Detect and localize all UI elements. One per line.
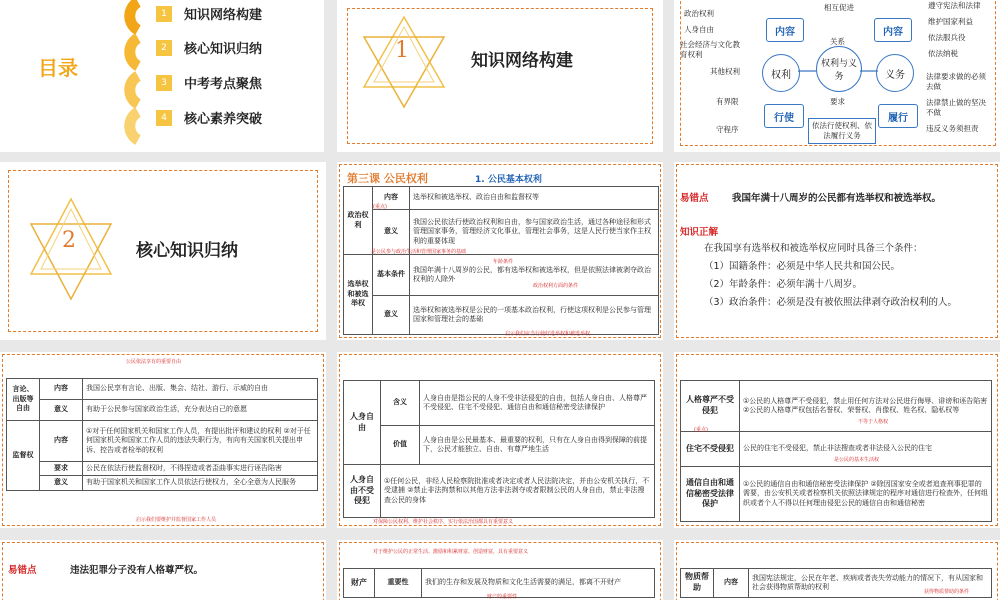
fulfill-item: 法律禁止做的坚决不做 — [926, 98, 986, 117]
error-tag: 易错点 — [680, 193, 709, 204]
slide-toc[interactable] — [0, 0, 324, 152]
group-cell: 选举权和被选举权 — [344, 255, 373, 335]
slide-section-2[interactable] — [0, 162, 326, 340]
value-cell: 有助于公民参与国家政治生活，充分表达自己的意愿 — [83, 400, 318, 421]
slide-speech-supervision[interactable] — [0, 352, 326, 528]
table-row — [344, 426, 655, 465]
toc-item-4[interactable] — [156, 108, 262, 127]
key-cell: 基本条件 — [373, 255, 410, 296]
value-cell: 我们的生存和发展及物质和文化生活需要的满足，都离不开财产 — [422, 569, 655, 598]
annotation-note: 不等于人格权 — [858, 419, 889, 425]
slide-section-1[interactable] — [337, 0, 663, 152]
key-cell: 含义 — [381, 381, 420, 426]
section-title: 知识网络构建 — [471, 51, 573, 71]
section-heading: 1. 公民基本权利 — [475, 175, 542, 185]
table-row — [344, 187, 659, 210]
value-cell: 选举权和被选举权、政治自由和监督权等 — [410, 187, 659, 210]
key-cell: 内容 — [40, 421, 83, 462]
table-row — [7, 476, 318, 490]
analysis-line: （3）政治条件：必须是没有被依照法律剥夺政治权利的人。 — [704, 297, 958, 308]
toc-num: 1 — [156, 6, 172, 22]
section-number: 2 — [62, 228, 76, 253]
slide-personal-freedom[interactable] — [337, 352, 663, 528]
slide-material-assistance[interactable] — [674, 540, 1000, 600]
center-circle: 权利与义务 — [816, 46, 862, 92]
error-statement: 我国年满十八周岁的公民都有选举权和被选举权。 — [732, 193, 942, 204]
link-lines-icon — [798, 66, 878, 76]
section-number: 1 — [395, 38, 409, 63]
content-left-box: 内容 — [766, 18, 804, 42]
value-cell: 我国年满十八周岁的公民，都有选举权和被选举权，但是依照法律被剥夺政治权利的人除外 — [410, 255, 659, 296]
fulfill-item: 违反义务须担责 — [926, 124, 979, 133]
fulfill-box: 履行 — [878, 104, 918, 128]
fulfill-item: 法律要求做的必须去做 — [926, 72, 986, 91]
limit-item: 守程序 — [716, 125, 739, 134]
group-cell: 人身自由 — [344, 381, 381, 465]
annotation-note: 政治权利方面的条件 — [533, 283, 579, 289]
toc-item-2[interactable] — [156, 38, 262, 57]
left-item: 人身自由 — [684, 25, 714, 34]
table-row — [681, 467, 992, 522]
annotation-note: 公民依法享有的重要自由 — [126, 359, 182, 365]
toc-item-1[interactable] — [156, 4, 262, 23]
analysis-line: 在我国享有选举权和被选举权应同时具备三个条件： — [704, 243, 923, 254]
table-row — [7, 379, 318, 400]
toc-label: 中考考点聚焦 — [184, 77, 263, 92]
table-row — [681, 381, 992, 432]
right-item: 遵守宪法和法律 — [928, 1, 981, 10]
annotation-note: 是公民的基本生活权 — [834, 457, 880, 463]
group-cell: 政治权利 — [344, 187, 373, 255]
left-item: 社会经济与文化教育权利 — [680, 40, 740, 59]
group-cell: 人身自由不受侵犯 — [344, 465, 381, 518]
toc-title: 目录 — [38, 56, 78, 80]
toc-num: 3 — [156, 75, 172, 91]
group-cell: 监督权 — [7, 421, 40, 491]
analysis-tag: 知识正解 — [680, 227, 719, 238]
value-cell: 我国公民依法行使政治权利和自由，参与国家政治生活，通过各种途径和形式管理国家事务，管理经济文化事业，管理社会事务，这是人民行使当家作主权利的重要体现 — [410, 210, 659, 255]
require-label: 要求 — [830, 97, 845, 106]
key-cell: 意义 — [40, 476, 83, 490]
annotation-note: 获得物质帮助的条件 — [924, 589, 970, 595]
analysis-line: （1）国籍条件：必须是中华人民共和国公民。 — [704, 261, 901, 272]
slide-dignity-residence[interactable] — [674, 352, 1000, 528]
key-cell: 意义 — [373, 296, 410, 335]
lesson-title: 第三课 公民权利 — [347, 172, 428, 185]
analysis-line: （2）年龄条件：必须年满十八周岁。 — [704, 279, 863, 290]
annotation-note: 财产的重要性 — [487, 594, 518, 600]
left-item: 政治权利 — [684, 9, 714, 18]
key-tag: (重点) — [373, 204, 387, 210]
value-cell: 选举权和被选举权是公民的一项基本政治权利，行使这项权利是公民参与管理国家和管理社会的基础 — [410, 296, 659, 335]
value-cell: ①公民的人格尊严不受侵犯，禁止用任何方法对公民进行侮辱、诽谤和诬告陷害 ②公民的人格尊严权包括名誉权、荣誉权、肖像权、姓名权、隐私权等 — [740, 381, 992, 432]
value-cell: ①公民的通信自由和通信秘密受法律保护 ②除因国家安全或者追查刑事犯罪的需要，由公安机关或者检察机关依照法律规定的程序对通信进行检查外，任何组织或者个人不得以任何理由侵犯公民的通信自由和通信秘密 — [740, 467, 992, 522]
decorative-arcs — [98, 0, 150, 148]
content-right-box: 内容 — [874, 18, 912, 42]
limit-item: 有界限 — [716, 97, 739, 106]
table-row — [7, 462, 318, 476]
annotation-note: 启示我们应当行使好选举权和被选举权 — [505, 331, 591, 337]
right-item: 维护国家利益 — [928, 17, 973, 26]
key-tag: (重点) — [694, 427, 708, 433]
slide-error-point-2[interactable] — [0, 540, 326, 600]
error-statement: 违法犯罪分子没有人格尊严权。 — [70, 565, 204, 576]
left-item: 其他权利 — [710, 67, 740, 76]
group-cell: 财产 — [344, 569, 375, 598]
dignity-table — [680, 380, 992, 522]
toc-item-3[interactable] — [156, 73, 262, 92]
value-cell: 公民在依法行使监督权时，不得捏造或者歪曲事实进行诬告陷害 — [83, 462, 318, 476]
table-row — [344, 296, 659, 335]
toc-label: 核心素养突破 — [184, 112, 263, 127]
annotation-note: 启示我们要维护并监督国家工作人员 — [136, 517, 217, 523]
table-row — [7, 400, 318, 421]
right-item: 依法纳税 — [928, 49, 958, 58]
section-title: 核心知识归纳 — [136, 241, 238, 261]
key-cell: 通信自由和通信秘密受法律保护 — [681, 467, 740, 522]
group-cell: 物质帮助 — [681, 569, 714, 598]
freedom-table — [343, 380, 655, 518]
supervision-table — [6, 378, 318, 491]
group-cell: 言论、出版等自由 — [7, 379, 40, 421]
arc-shape-icon — [98, 0, 150, 148]
value-cell: ①对于任何国家机关和国家工作人员，有提出批评和建议的权利 ②对于任何国家机关和国家工作人员的违法失职行为，有向有关国家机关提出申诉、控告或者检举的权利 — [83, 421, 318, 462]
value-cell: 有助于国家机关和国家工作人员依法行使权力，全心全意为人民服务 — [83, 476, 318, 490]
table-row — [344, 465, 655, 518]
bottom-center-box: 依法行使权利、依法履行义务 — [808, 118, 876, 144]
slide-error-point-1[interactable] — [674, 162, 1000, 340]
annotation-note: 对于维护公民的正常生活、激励和积累财富、创造财富，具有重要意义 — [373, 549, 529, 555]
error-tag: 易错点 — [8, 565, 37, 576]
annotation-note: 是公民参与政治生活和管理国家事务的基础 — [371, 249, 467, 255]
duties-circle: 义务 — [876, 54, 914, 92]
key-cell: 内容 — [40, 379, 83, 400]
key-cell: 意义 — [40, 400, 83, 421]
annotation-note: 年龄条件 — [493, 259, 514, 265]
slide-knowledge-map[interactable] — [674, 0, 1000, 152]
key-cell: 要求 — [40, 462, 83, 476]
value-cell: 人身自由是指公民的人身不受非法侵犯的自由，包括人身自由、人格尊严不受侵犯、住宅不受侵犯、通信自由和通信秘密受法律保护 — [420, 381, 655, 426]
toc-num: 2 — [156, 40, 172, 56]
value-cell: 我国宪法规定，公民在年老、疾病或者丧失劳动能力的情况下，有从国家和社会获得物质帮助的权利 — [749, 569, 992, 598]
slide-political-rights[interactable] — [337, 162, 663, 340]
key-cell: 意义 — [373, 210, 410, 255]
rights-circle: 权利 — [762, 54, 800, 92]
key-cell: 价值 — [381, 426, 420, 465]
value-cell: ①任何公民，非经人民检察院批准或者决定或者人民法院决定，并由公安机关执行，不受逮捕 ②禁止非法拘禁和以其他方法非法剥夺或者限制公民的人身自由，禁止非法搜查公民的身体 — [381, 465, 655, 518]
value-cell: 人身自由是公民最基本、最重要的权利，只有在人身自由得到保障的前提下，公民才能独立、自由、有尊严地生活 — [420, 426, 655, 465]
key-cell: 内容 — [714, 569, 749, 598]
key-cell: 重要性 — [375, 569, 422, 598]
relation-label: 关系 — [830, 37, 845, 46]
right-item: 依法服兵役 — [928, 33, 966, 42]
toc-label: 核心知识归纳 — [184, 42, 263, 57]
annotation-note: 对保障公民权利、维护社会秩序、实行依法治国都具有重要意义 — [373, 519, 514, 525]
key-cell: 人格尊严不受侵犯 — [681, 381, 740, 432]
value-cell: 公民的住宅不受侵犯，禁止非法搜查或者非法侵入公民的住宅 — [740, 432, 992, 467]
value-cell: 我国公民享有言论、出版、集会、结社、游行、示威的自由 — [83, 379, 318, 400]
toc-num: 4 — [156, 110, 172, 126]
key-cell: 内容 — [373, 187, 410, 210]
mutual-label: 相互促进 — [824, 3, 854, 12]
table-row — [344, 381, 655, 426]
exercise-box: 行使 — [764, 104, 804, 128]
key-cell: 住宅不受侵犯 — [681, 432, 740, 467]
slide-property[interactable] — [337, 540, 663, 600]
toc-label: 知识网络构建 — [184, 8, 263, 23]
table-row — [7, 421, 318, 462]
